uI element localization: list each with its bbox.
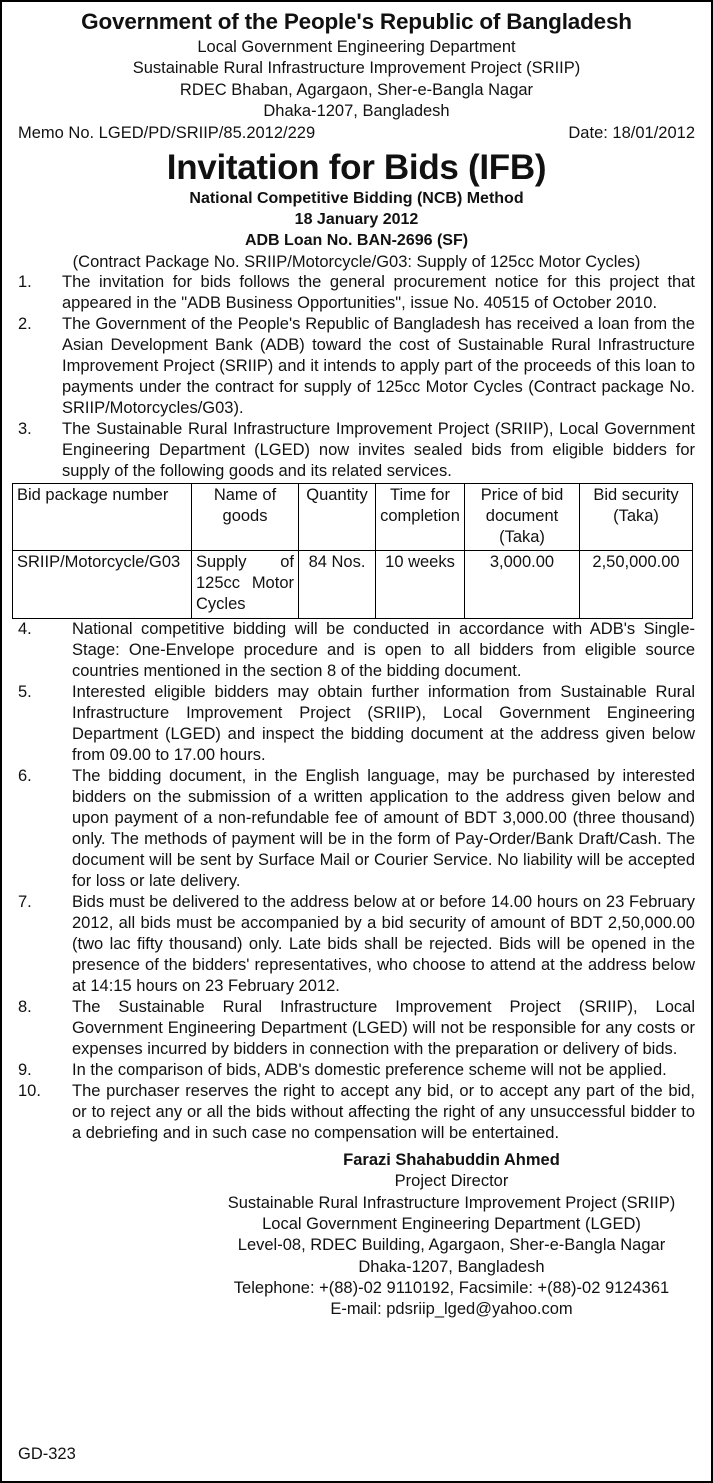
contract-package: (Contract Package No. SRIIP/Motorcycle/G03: Supply of 125cc Motor Cycles) [72,253,641,272]
paragraph-number: 10. [18,1082,41,1101]
paragraph-7 [18,892,695,997]
address-line-2: Dhaka-1207, Bangladesh [263,101,450,120]
column-header: Time for completion [376,484,465,551]
page-title: Invitation for Bids (IFB) [166,148,547,188]
paragraph-3 [18,419,695,482]
paragraph-text: Bids must be delivered to the address below at or before 14.00 hours on 23 February 2012, all bids must be accompanied by a bid security of amount of BDT 2,50,000.00 (two lac fifty thousand) only. Late bids shall be rejected. Bids will be opened in the presence of the bidders' representatives, who choose to attend at the address below at 14:15 hours on 23 February 2012. [72,893,695,996]
paragraph-text: The Government of the People's Republic of Bangladesh has received a loan from the Asian Development Bank (ADB) toward the cost of Sustainable Rural Infrastructure Improvement Project (SRIIP) and it intends to apply part of the proceeds of this loan to payments under the contract for supply of 125cc Motor Cycles (Contract package No. SRIIP/Motorcycles/G03). [62,315,695,418]
paragraph-10 [18,1081,695,1144]
address-line-1: RDEC Bhaban, Agargaon, Sher-e-Bangla Nagar [179,80,534,99]
memo-row [18,123,695,143]
column-header: Bid security (Taka) [580,484,693,551]
paragraph-number: 1. [18,273,32,292]
paragraph-text: The Sustainable Rural Infrastructure Improvement Project (SRIIP), Local Government Engineering Department (LGED) now invites sealed bids from eligible bidders for supply of the following goods and its related services. [62,420,695,481]
table-cell: 3,000.00 [465,551,580,619]
signatory-email: E-mail: pdsriip_lged@yahoo.com [330,1300,573,1319]
signatory-name: Farazi Shahabuddin Ahmed [343,1151,560,1170]
column-header: Name of goods [192,484,299,551]
paragraph-6 [18,766,695,892]
paragraph-number: 7. [18,893,32,912]
table-header-row [13,484,693,551]
notice-date: 18 January 2012 [294,211,419,229]
paragraph-8 [18,997,695,1060]
paragraph-text: Interested eligible bidders may obtain further information from Sustainable Rural Infrastructure Improvement Project (SRIIP), Local Government Engineering Department (LGED) and inspect the bidding document at the address given below from 09.00 to 17.00 hours. [72,683,695,765]
paragraph-2 [18,314,695,419]
signatory-address-1: Level-08, RDEC Building, Agargaon, Sher-e-Bangla Nagar [237,1236,666,1255]
loan-number: ADB Loan No. BAN-2696 (SF) [244,232,469,250]
paragraph-number: 5. [18,683,32,702]
paragraph-text: The invitation for bids follows the general procurement notice for this project that appeared in the "ADB Business Opportunities", issue No. 40515 of October 2010. [62,273,695,313]
paragraph-number: 4. [18,620,32,639]
signatory-phone: Telephone: +(88)-02 9110192, Facsimile: +(88)-02 9124361 [233,1278,670,1297]
column-header: Bid package number [13,484,192,551]
table-cell: SRIIP/Motorcycle/G03 [13,551,192,619]
department-line: Local Government Engineering Department [197,38,516,56]
paragraph-text: The purchaser reserves the right to accept any bid, or to accept any part of the bid, or to reject any or all the bids without affecting the right of any unsuccessful bidder to a debriefing and in such case no compensation will be entertained. [72,1082,695,1143]
table-cell: 2,50,000.00 [580,551,693,619]
paragraph-5 [18,682,695,766]
paragraph-text: The Sustainable Rural Infrastructure Improvement Project (SRIIP), Local Government Engineering Department (LGED) will not be responsible for any costs or expenses incurred by bidders in connection with the preparation or delivery of bids. [72,998,695,1059]
table-row [13,551,693,619]
memo-date: Date: 18/01/2012 [568,124,695,143]
table-cell: 10 weeks [376,551,465,619]
bidding-method: National Competitive Bidding (NCB) Method [189,190,524,208]
paragraph-text: In the comparison of bids, ADB's domestic preference scheme will not be applied. [72,1061,667,1080]
paragraph-number: 6. [18,767,32,786]
paragraph-9 [18,1060,695,1081]
table-cell: Supply of 125cc Motor Cycles [192,551,299,619]
paragraph-number: 9. [18,1061,32,1080]
paragraph-number: 8. [18,998,32,1017]
column-header: Quantity [299,484,376,551]
signatory-address-2: Dhaka-1207, Bangladesh [358,1257,545,1276]
paragraph-text: The bidding document, in the English language, may be purchased by interested bidders on the submission of a written application to the address given below and upon payment of a non-refundable fee of amount of BDT 3,000.00 (three thousand) only. The methods of payment will be in the form of Pay-Order/Bank Draft/Cash. The document will be sent by Surface Mail or Courier Service. No liability will be accepted for loss or late delivery. [72,767,695,891]
column-header: Price of bid document (Taka) [465,484,580,551]
bid-table [12,483,693,619]
paragraph-number: 2. [18,315,32,334]
project-line: Sustainable Rural Infrastructure Improvement Project (SRIIP) [132,59,581,78]
paragraph-text: National competitive bidding will be conducted in accordance with ADB's Single-Stage: One-Envelope procedure and is open to all bidders from eligible source countries mentioned in the section 8 of the bidding document. [72,620,695,681]
signatory-designation: Project Director [394,1172,509,1191]
footer-code: GD-323 [18,1445,76,1463]
paragraph-4 [18,619,695,682]
government-heading: Government of the People's Republic of Bangladesh [81,9,632,34]
signatory-department: Local Government Engineering Department (LGED) [262,1215,641,1234]
signatory-project: Sustainable Rural Infrastructure Improvement Project (SRIIP) [227,1193,676,1212]
paragraph-1 [18,272,695,314]
table-cell: 84 Nos. [299,551,376,619]
signature-block [208,1150,695,1320]
memo-number: Memo No. LGED/PD/SRIIP/85.2012/229 [18,124,316,143]
paragraph-number: 3. [18,420,32,439]
